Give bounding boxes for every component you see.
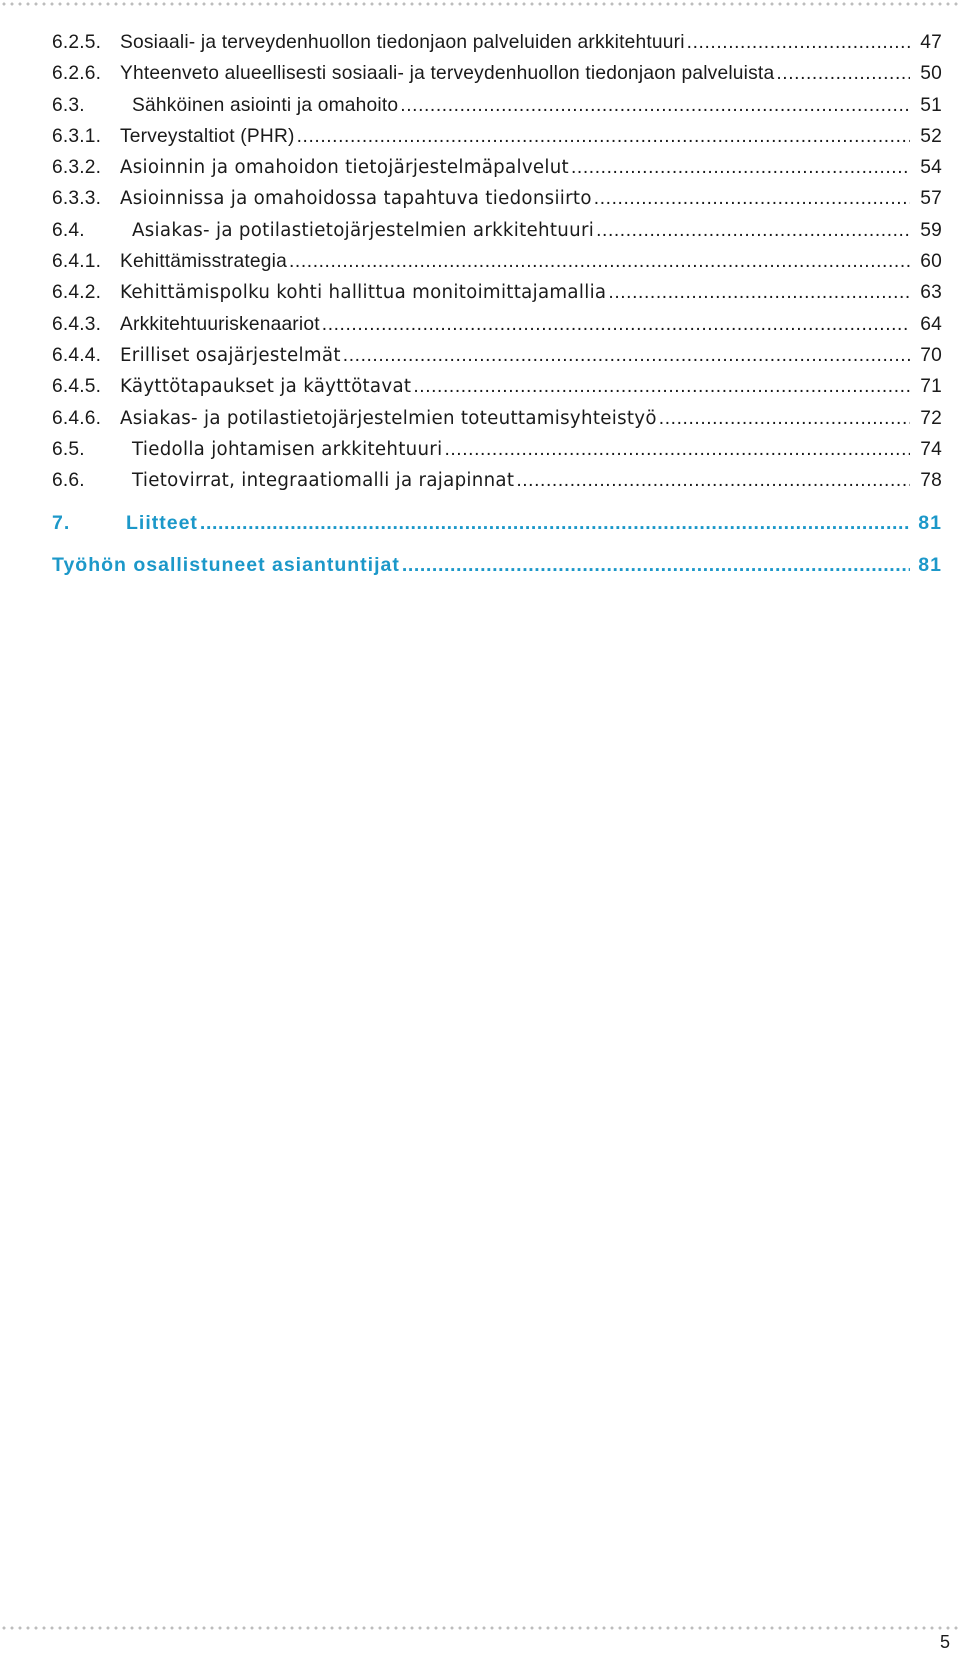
toc-entry-title: Terveystaltiot (PHR): [120, 125, 295, 147]
table-of-contents: [52, 32, 942, 586]
toc-entry-number: 6.3.3.: [52, 188, 102, 210]
toc-entry-6-2-6[interactable]: [52, 63, 942, 94]
toc-entry-liitteet[interactable]: [52, 512, 942, 554]
toc-dot-leader: [444, 439, 910, 461]
toc-dot-leader: [516, 470, 910, 492]
toc-entry-page: 72: [920, 407, 942, 429]
toc-entry-page: 47: [920, 32, 942, 53]
toc-entry-number: 6.2.6.: [52, 63, 102, 85]
toc-dot-leader: [322, 314, 910, 336]
toc-dot-leader: [594, 188, 910, 210]
toc-entry-page: 70: [920, 344, 942, 366]
toc-entry-page: 54: [920, 157, 942, 179]
toc-entry-title: Asiakas- ja potilastietojärjestelmien arkkitehtuuri: [132, 219, 595, 241]
toc-dot-leader: [776, 63, 910, 85]
toc-entry-page: 81: [918, 512, 942, 535]
toc-entry-page: 57: [920, 188, 942, 210]
toc-entry-page: 81: [918, 554, 942, 577]
toc-entry-6-4-4[interactable]: [52, 345, 942, 376]
toc-dot-leader: [413, 376, 910, 398]
toc-dot-leader: [400, 95, 910, 117]
toc-dot-leader: [571, 157, 910, 179]
toc-entry-title: Erilliset osajärjestelmät: [120, 344, 341, 366]
toc-dot-leader: [687, 32, 910, 54]
toc-entry-title: Asioinnin ja omahoidon tietojärjestelmäpalvelut: [120, 157, 569, 179]
toc-entry-title: Liitteet: [126, 512, 198, 535]
toc-entry-6-3-3[interactable]: [52, 188, 942, 219]
toc-entry-page: 52: [920, 125, 942, 147]
toc-entry-number: 6.4.5.: [52, 376, 102, 398]
toc-dot-leader: [608, 282, 910, 304]
toc-entry-title: Työhön osallistuneet asiantuntijat: [52, 554, 400, 577]
toc-entry-title: Kehittämisstrategia: [120, 251, 287, 273]
toc-entry-number: 6.5.: [52, 438, 85, 460]
toc-entry-page: 50: [920, 63, 942, 85]
toc-entry-number: 6.4.2.: [52, 282, 102, 304]
toc-entry-page: 63: [920, 282, 942, 304]
bottom-dotted-rule: [0, 1626, 960, 1630]
toc-entry-number: 6.4.3.: [52, 313, 102, 335]
toc-dot-leader: [596, 220, 910, 242]
page-number: 5: [939, 1632, 950, 1652]
toc-entry-title: Yhteenveto alueellisesti sosiaali- ja terveydenhuollon tiedonjaon palveluista: [120, 63, 775, 85]
toc-entry-number: 6.4.1.: [52, 251, 102, 273]
toc-dot-leader: [200, 512, 910, 535]
toc-entry-6-6[interactable]: [52, 470, 942, 501]
toc-entry-6-3-1[interactable]: [52, 126, 942, 157]
toc-entry-6-4-2[interactable]: [52, 282, 942, 313]
toc-entry-title: Asiakas- ja potilastietojärjestelmien toteuttamisyhteistyö: [120, 407, 657, 429]
toc-entry-title: Sosiaali- ja terveydenhuollon tiedonjaon palveluiden arkkitehtuuri: [120, 32, 685, 53]
toc-entry-page: 64: [920, 313, 942, 335]
toc-entry-number: 6.3.1.: [52, 125, 102, 147]
toc-entry-title: Tiedolla johtamisen arkkitehtuuri: [132, 438, 443, 460]
toc-entry-6-4[interactable]: [52, 220, 942, 251]
toc-dot-leader: [289, 251, 910, 273]
toc-entry-title: Käyttötapaukset ja käyttötavat: [120, 376, 412, 398]
toc-entry-number: 6.4.4.: [52, 344, 102, 366]
toc-entry-6-2-5[interactable]: [52, 32, 942, 63]
toc-entry-number: 6.2.5.: [52, 32, 102, 53]
toc-entry-6-4-5[interactable]: [52, 376, 942, 407]
toc-entry-title: Arkkitehtuuriskenaariot: [120, 313, 320, 335]
toc-entry-number: 6.4.: [52, 219, 85, 241]
toc-entry-page: 71: [920, 376, 942, 398]
toc-entry-title: Sähköinen asiointi ja omahoito: [132, 94, 399, 116]
toc-entry-6-3[interactable]: [52, 95, 942, 126]
toc-entry-page: 74: [920, 438, 942, 460]
toc-entry-number: 7.: [52, 512, 71, 535]
toc-entry-number: 6.3.2.: [52, 157, 102, 179]
toc-entry-6-3-2[interactable]: [52, 157, 942, 188]
top-dotted-rule: [0, 2, 960, 6]
toc-dot-leader: [297, 126, 910, 148]
toc-entry-page: 59: [920, 219, 942, 241]
toc-dot-leader: [343, 345, 910, 367]
toc-entry-title: Tietovirrat, integraatiomalli ja rajapinnat: [132, 470, 515, 492]
toc-entry-6-4-3[interactable]: [52, 314, 942, 345]
toc-entry-number: 6.3.: [52, 94, 85, 116]
toc-dot-leader: [402, 554, 910, 577]
toc-entry-title: Kehittämispolku kohti hallittua monitoimittajamallia: [120, 282, 607, 304]
toc-entry-6-4-6[interactable]: [52, 408, 942, 439]
toc-entry-number: 6.6.: [52, 470, 85, 492]
toc-entry-contributors[interactable]: [52, 554, 942, 585]
toc-entry-6-4-1[interactable]: [52, 251, 942, 282]
toc-entry-title: Asioinnissa ja omahoidossa tapahtuva tiedonsiirto: [120, 188, 592, 210]
toc-entry-page: 78: [920, 470, 942, 492]
toc-dot-leader: [659, 408, 910, 430]
toc-entry-page: 60: [920, 251, 942, 273]
toc-entry-page: 51: [920, 94, 942, 116]
toc-entry-6-5[interactable]: [52, 439, 942, 470]
toc-entry-number: 6.4.6.: [52, 407, 102, 429]
